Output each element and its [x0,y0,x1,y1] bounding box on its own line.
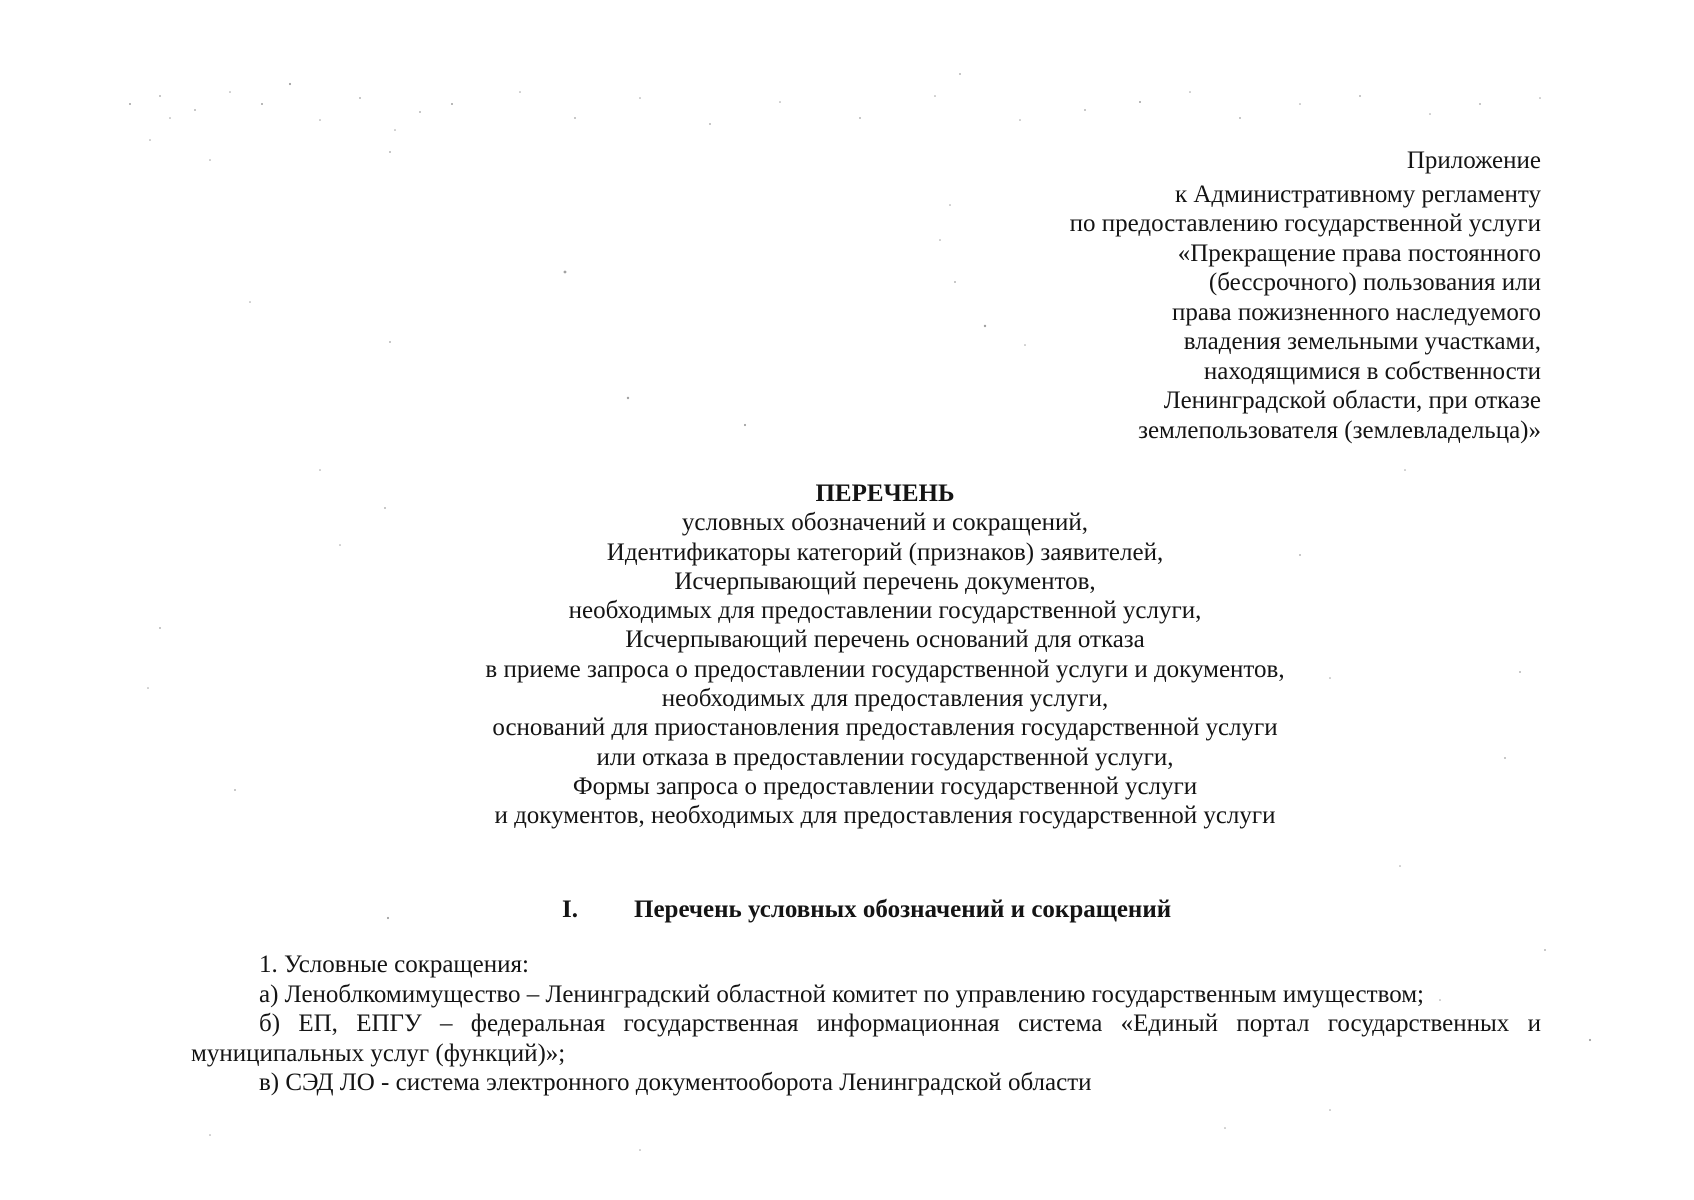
appendix-header [821,146,1541,445]
appendix-title: Приложение [1406,147,1541,174]
title-line: Идентификаторы категорий (признаков) заявителей, [606,538,1164,566]
appendix-line: права пожизненного наследуемого [1172,298,1541,326]
paragraph-1: 1. Условные сокращения: [259,951,529,978]
appendix-line: к Административному регламенту [1174,180,1541,208]
paragraph-b-line-1: б) ЕП, ЕПГУ – федеральная государственная информационная система «Единый портал государственных и [259,1010,1541,1037]
section-title: Перечень условных обозначений и сокращений [634,896,1172,923]
title-line: и документов, необходимых для предоставления государственной услуги [494,802,1276,830]
document-heading: ПЕРЕЧЕНЬ [815,480,955,507]
section-body [191,950,1541,1098]
appendix-line: владения земельными участками, [1183,328,1541,355]
appendix-line: (бессрочного) пользования или [1208,269,1541,296]
title-line: необходимых для предоставления услуги, [661,685,1109,713]
paragraph-a: а) Леноблкомимущество – Ленинградский областной комитет по управлению государственным имуществом; [259,980,1424,1008]
section-heading [562,896,1171,924]
appendix-line: «Прекращение права постоянного [1177,239,1541,267]
title-line: Формы запроса о предоставлении государственной услуги [572,772,1198,800]
paragraph-c: в) СЭД ЛО - система электронного документооборота Ленинградской области [259,1069,1092,1096]
title-line: или отказа в предоставлении государственной услуги, [596,743,1174,771]
title-line: необходимых для предоставлении государственной услуги, [568,597,1202,625]
title-line: условных обозначений и сокращений, [681,509,1089,537]
section-number: I. [562,896,578,923]
title-line: Исчерпывающий перечень оснований для отказа [625,626,1145,654]
title-line: оснований для приостановления предоставления государственной услуги [492,714,1278,742]
appendix-line: по предоставлению государственной услуги [1069,210,1541,237]
document-title-block [380,479,1390,831]
appendix-line: землепользователя (землевладельца)» [1138,416,1541,444]
appendix-line: находящимися в собственности [1203,357,1541,385]
title-line: в приеме запроса о предоставлении государственной услуги и документов, [485,655,1285,683]
paragraph-b-line-2: муниципальных услуг (функций)»; [191,1039,566,1067]
appendix-line: Ленинградской области, при отказе [1163,387,1541,414]
paragraph-b [191,1009,1541,1068]
title-line: Исчерпывающий перечень документов, [674,567,1096,595]
